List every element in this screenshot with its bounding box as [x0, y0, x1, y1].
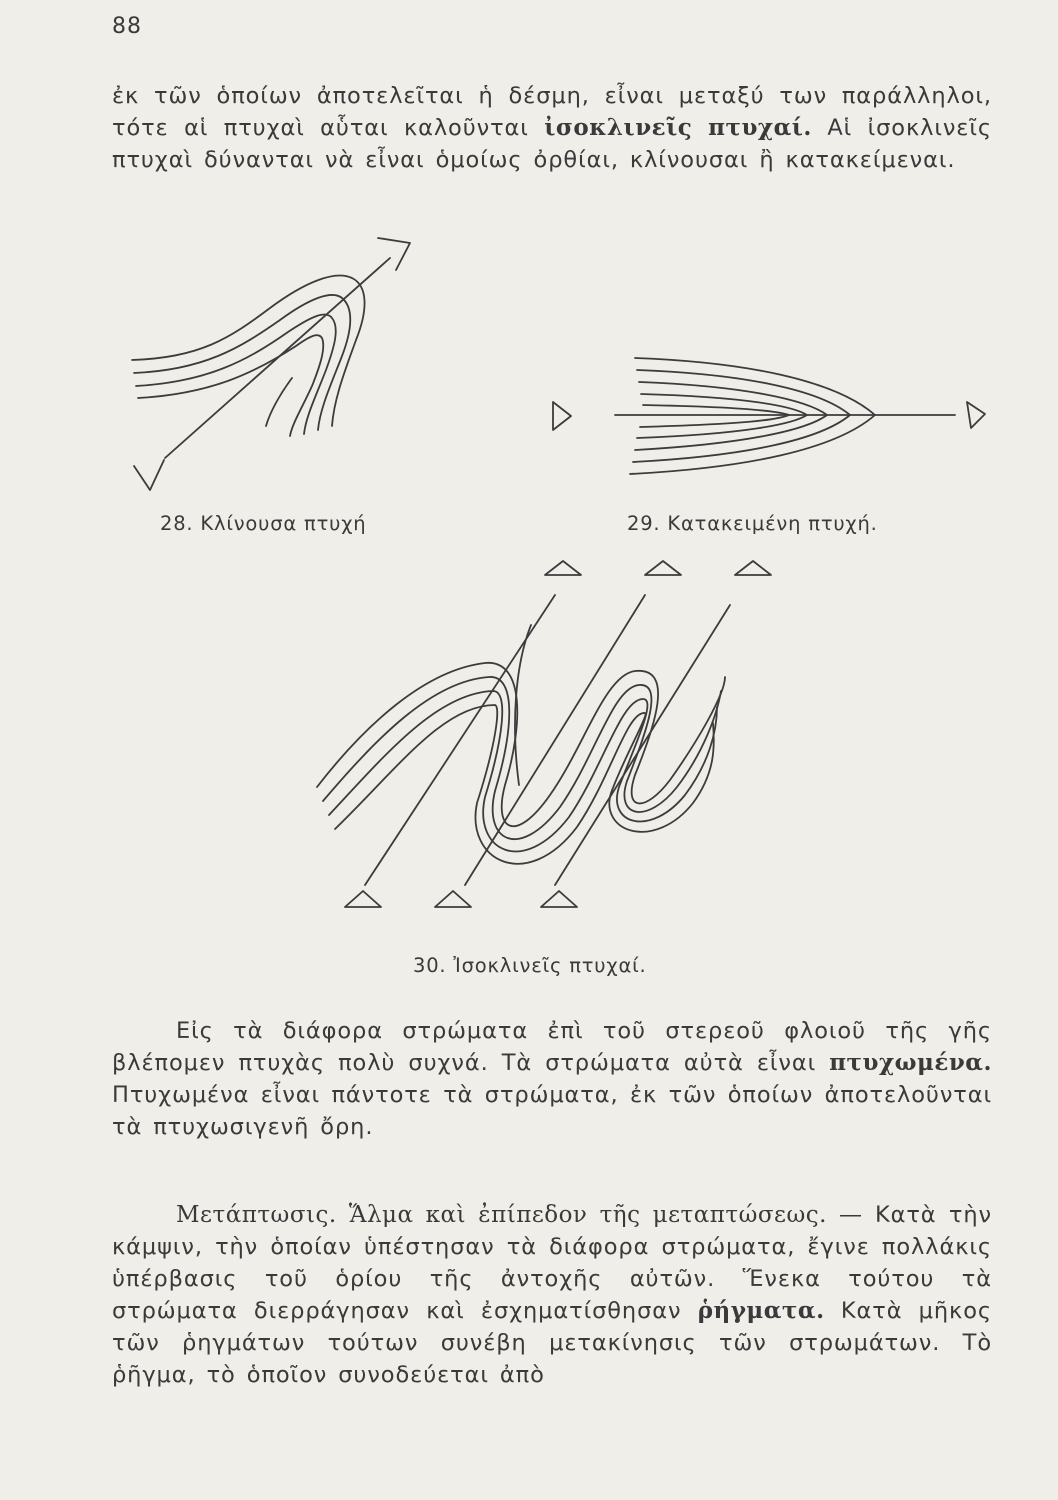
paragraph-text: Εἰς τὰ διάφορα στρώματα ἐπὶ τοῦ στερεοῦ φλοιοῦ τῆς γῆς βλέπομεν πτυχὰς πολὺ συχνά. Τὰ στρώματα αὐτὰ εἶναι	[112, 1018, 992, 1076]
paragraph-text: Πτυχωμένα εἶναι πάντοτε τὰ στρώματα, ἐκ τῶν ὁποίων ἀποτελοῦνται τὰ πτυχωσιγενῆ ὄρη.	[112, 1082, 992, 1140]
paragraph-faulting	[112, 1199, 992, 1391]
term-isoclinal-folds: ἰσοκλινεῖς πτυχαί.	[544, 114, 812, 141]
paragraph-text: Κατὰ μῆκος τῶν ῥηγμάτων τούτων συνέβη μετακίνησις τῶν στρωμάτων. Τὸ ῥῆγμα, τὸ ὁποῖον συνοδεύεται ἀπὸ	[112, 1298, 992, 1388]
figure-30-isoclinal-folds	[305, 555, 805, 935]
paragraph-isoclinal-intro	[112, 80, 992, 176]
paragraph-text: ἐκ τῶν ὁποίων ἀποτελεῖται ἡ δέσμη, εἶναι μεταξύ των παράλληλοι, τότε αἱ πτυχαὶ αὗται καλοῦνται	[112, 83, 992, 141]
paragraph-folded-strata	[112, 1015, 992, 1143]
paragraph-text: Αἱ ἰσοκλινεῖς πτυχαὶ δύνανται νὰ εἶναι ὁμοίως ὀρθίαι, κλίνουσαι ἢ κατακείμεναι.	[112, 115, 992, 173]
section-heading: Μετάπτωσις. Ἅλμα καὶ ἐπίπεδον τῆς μεταπτώσεως. —	[176, 1202, 863, 1228]
figure-28-inclined-fold	[120, 230, 430, 500]
term-folded: πτυχωμένα.	[829, 1049, 992, 1076]
figure-29-caption: 29. Κατακειμένη πτυχή.	[627, 512, 878, 535]
figure-30-caption: 30. Ἰσοκλινεῖς πτυχαί.	[413, 954, 647, 977]
figure-29-recumbent-fold	[545, 340, 995, 500]
term-fractures: ῥήγματα.	[697, 1297, 825, 1324]
figure-28-caption: 28. Κλίνουσα πτυχή	[160, 512, 367, 535]
page-number: 88	[112, 14, 142, 39]
paragraph-text: Κατὰ τὴν κάμψιν, τὴν ὁποίαν ὑπέστησαν τὰ διάφορα στρώματα, ἔγινε πολλάκις ὑπέρβασις τοῦ ὁρίου τῆς ἀντοχῆς αὐτῶν. Ἕνεκα τούτου τὰ στρώματα διερράγησαν καὶ ἐσχηματίσθησαν	[112, 1202, 992, 1324]
